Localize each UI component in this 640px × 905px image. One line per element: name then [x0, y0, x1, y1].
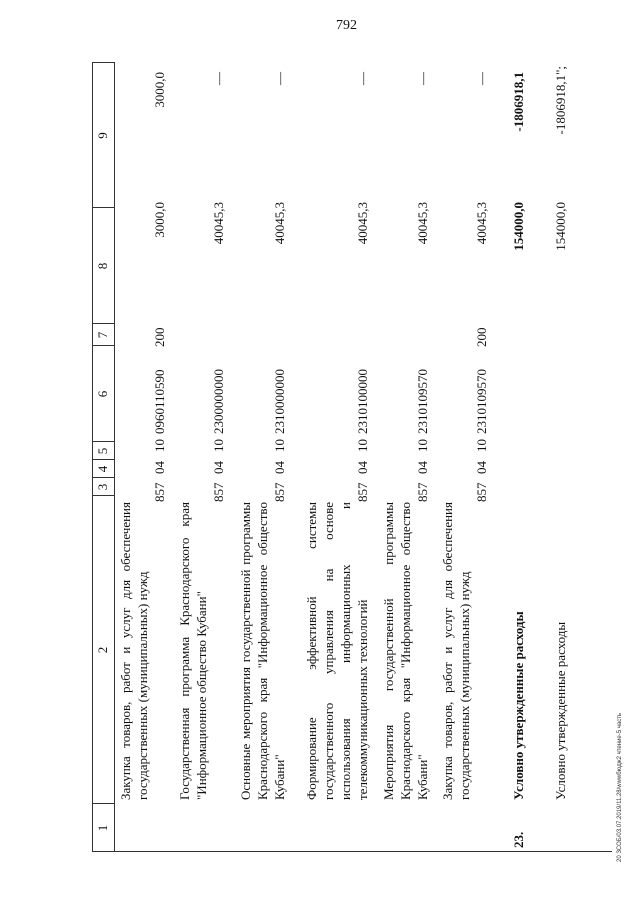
header-col-6: 6 — [95, 390, 110, 398]
table-grid — [92, 62, 612, 852]
row-4-c4: 04 — [415, 461, 430, 474]
row-0-c9: 3000,0 — [152, 72, 167, 108]
footer-note: 20 ЗСОБ/03.07.2019/11.28/wwwбюдж2 чтение-5 часть — [617, 712, 623, 862]
row-4-c3: 857 — [415, 482, 430, 502]
row-1-name: Государственная программа Краснодарского края "Информационное общество Кубани" — [177, 502, 209, 800]
row-5-c3: 857 — [474, 482, 489, 502]
row-5-c5: 10 — [474, 439, 489, 452]
header-col-1: 1 — [95, 824, 110, 832]
row-1-c5: 10 — [211, 439, 226, 452]
row-4-c8: 40045,3 — [415, 202, 430, 245]
row-3-c8: 40045,3 — [355, 202, 370, 245]
row-3-c5: 10 — [355, 439, 370, 452]
row-2-c4: 04 — [272, 461, 287, 474]
row-6-num: 23. — [511, 831, 526, 848]
row-3-c6: 2310100000 — [355, 369, 370, 434]
header-col-3: 3 — [95, 483, 110, 491]
row-7-c9: -1806918,1"; — [553, 66, 568, 135]
row-1-c3: 857 — [211, 482, 226, 502]
row-5-c7: 200 — [474, 327, 489, 347]
row-1-c4: 04 — [211, 461, 226, 474]
row-5-c4: 04 — [474, 461, 489, 474]
row-2-name: Основные мероприятия государственной программы Краснодарского края "Информационное общество Кубани" — [238, 502, 287, 800]
row-6-name: Условно утвержденные расходы — [511, 611, 526, 800]
header-col-4: 4 — [95, 465, 110, 473]
row-4-c9: — — [415, 72, 430, 85]
row-2-c9: — — [272, 72, 287, 85]
row-2-c5: 10 — [272, 439, 287, 452]
header-col-7: 7 — [95, 331, 110, 339]
row-0-c8: 3000,0 — [152, 202, 167, 238]
row-6-c9: -1806918,1 — [511, 72, 526, 132]
row-4-c5: 10 — [415, 439, 430, 452]
row-3-name: Формирование эффективной системы государственного управления на основе использования информационных и телекоммуникационных технологий — [304, 502, 370, 800]
header-col-8: 8 — [95, 262, 110, 270]
row-0-c7: 200 — [152, 327, 167, 347]
row-2-c3: 857 — [272, 482, 287, 502]
rotated-table — [92, 52, 612, 852]
row-0-c5: 10 — [152, 439, 167, 452]
row-7-c8: 154000,0 — [553, 202, 568, 251]
row-4-c6: 2310109570 — [415, 369, 430, 434]
row-1-c8: 40045,3 — [211, 202, 226, 245]
header-col-2: 2 — [95, 646, 110, 654]
row-5-name: Закупка товаров, работ и услуг для обеспечения государственных (муниципальных) нужд — [440, 502, 472, 800]
row-0-c4: 04 — [152, 461, 167, 474]
row-1-c9: — — [211, 72, 226, 85]
row-7-name: Условно утвержденные расходы — [553, 621, 568, 800]
row-0-c3: 857 — [152, 482, 167, 502]
row-5-c8: 40045,3 — [474, 202, 489, 245]
page-number: 792 — [336, 18, 357, 33]
row-5-c6: 2310109570 — [474, 369, 489, 434]
row-0-c6: 0960110590 — [152, 369, 167, 434]
header-col-5: 5 — [95, 447, 110, 455]
row-3-c9: — — [355, 72, 370, 85]
row-3-c3: 857 — [355, 482, 370, 502]
row-2-c8: 40045,3 — [272, 202, 287, 245]
header-col-9: 9 — [95, 132, 110, 139]
row-3-c4: 04 — [355, 461, 370, 474]
row-0-name: Закупка товаров, работ и услуг для обеспечения государственных (муниципальных) нужд — [118, 502, 150, 800]
row-6-c8: 154000,0 — [511, 202, 526, 251]
row-1-c6: 2300000000 — [211, 369, 226, 434]
row-2-c6: 2310000000 — [272, 369, 287, 434]
row-5-c9: — — [474, 72, 489, 85]
row-4-name: Мероприятия государственной программы Краснодарского края "Информационное общество Кубани" — [381, 502, 430, 800]
